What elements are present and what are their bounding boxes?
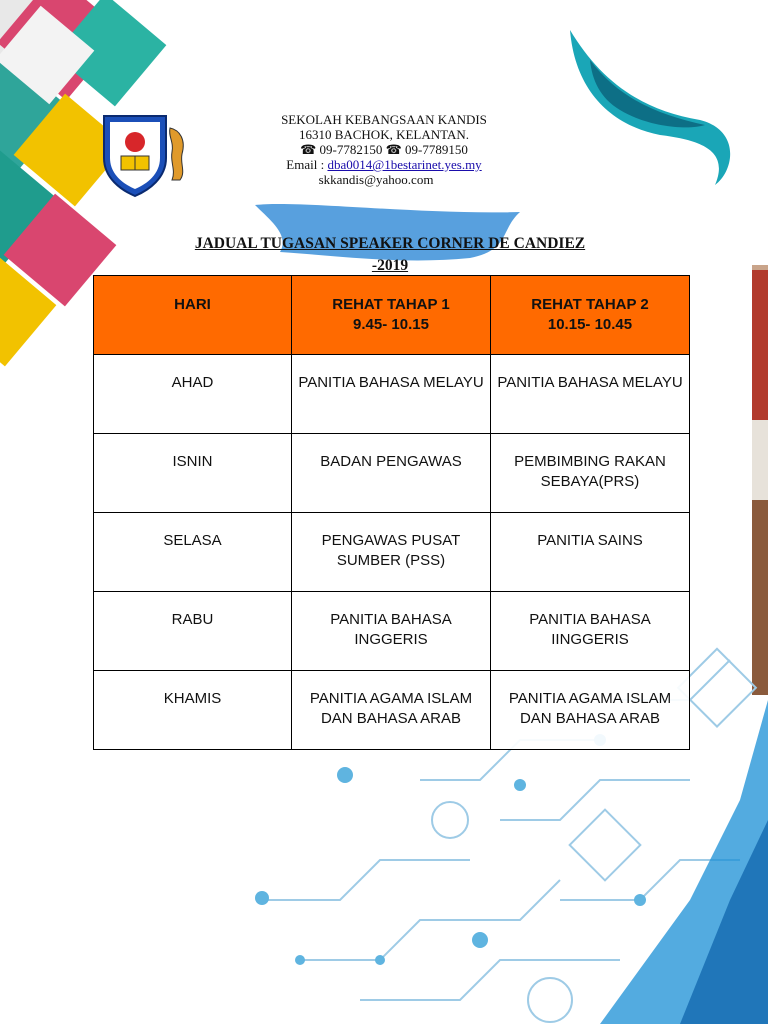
cell-tahap-2: PANITIA BAHASA MELAYU	[491, 355, 690, 434]
cell-tahap-1: PENGAWAS PUSAT SUMBER (PSS)	[292, 513, 491, 592]
cell-day: ISNIN	[94, 434, 292, 513]
schedule-table	[93, 275, 690, 750]
cell-tahap-1: BADAN PENGAWAS	[292, 434, 491, 513]
table-header-row	[94, 276, 690, 355]
email-label: Email :	[286, 157, 328, 172]
cell-tahap-2: PANITIA SAINS	[491, 513, 690, 592]
school-phones: ☎ 09-7782150 ☎ 09-7789150	[300, 142, 468, 157]
cell-tahap-2: PANITIA AGAMA ISLAM DAN BAHASA ARAB	[491, 671, 690, 750]
circuit-dots-decoration	[255, 734, 646, 965]
table-row	[94, 355, 690, 434]
school-name: SEKOLAH KEBANGSAAN KANDIS	[281, 112, 487, 127]
cell-day: SELASA	[94, 513, 292, 592]
table-row	[94, 671, 690, 750]
cell-day: RABU	[94, 592, 292, 671]
email-link-primary[interactable]: dba0014@1bestarinet.yes.my	[327, 157, 482, 172]
page-title	[100, 233, 680, 277]
header-rehat-tahap-1: REHAT TAHAP 1 9.45- 10.15	[292, 276, 491, 355]
header-hari: HARI	[94, 276, 292, 355]
photo-strip-decoration	[752, 265, 768, 695]
table-row	[94, 592, 690, 671]
table-row	[94, 434, 690, 513]
cell-tahap-1: PANITIA BAHASA MELAYU	[292, 355, 491, 434]
cell-tahap-2: PANITIA BAHASA IINGGERIS	[491, 592, 690, 671]
cell-day: KHAMIS	[94, 671, 292, 750]
header-rehat-tahap-2: REHAT TAHAP 2 10.15- 10.45	[491, 276, 690, 355]
title-line-1: JADUAL TUGASAN SPEAKER CORNER DE CANDIEZ	[194, 235, 586, 252]
cell-tahap-2: PEMBIMBING RAKAN SEBAYA(PRS)	[491, 434, 690, 513]
cell-day: AHAD	[94, 355, 292, 434]
email-secondary: skkandis@yahoo.com	[318, 172, 434, 187]
table-row	[94, 513, 690, 592]
cell-tahap-1: PANITIA BAHASA INGGERIS	[292, 592, 491, 671]
title-line-2: -2019	[371, 257, 409, 274]
school-header	[0, 112, 768, 187]
school-address: 16310 BACHOK, KELANTAN.	[298, 127, 470, 142]
cell-tahap-1: PANITIA AGAMA ISLAM DAN BAHASA ARAB	[292, 671, 491, 750]
